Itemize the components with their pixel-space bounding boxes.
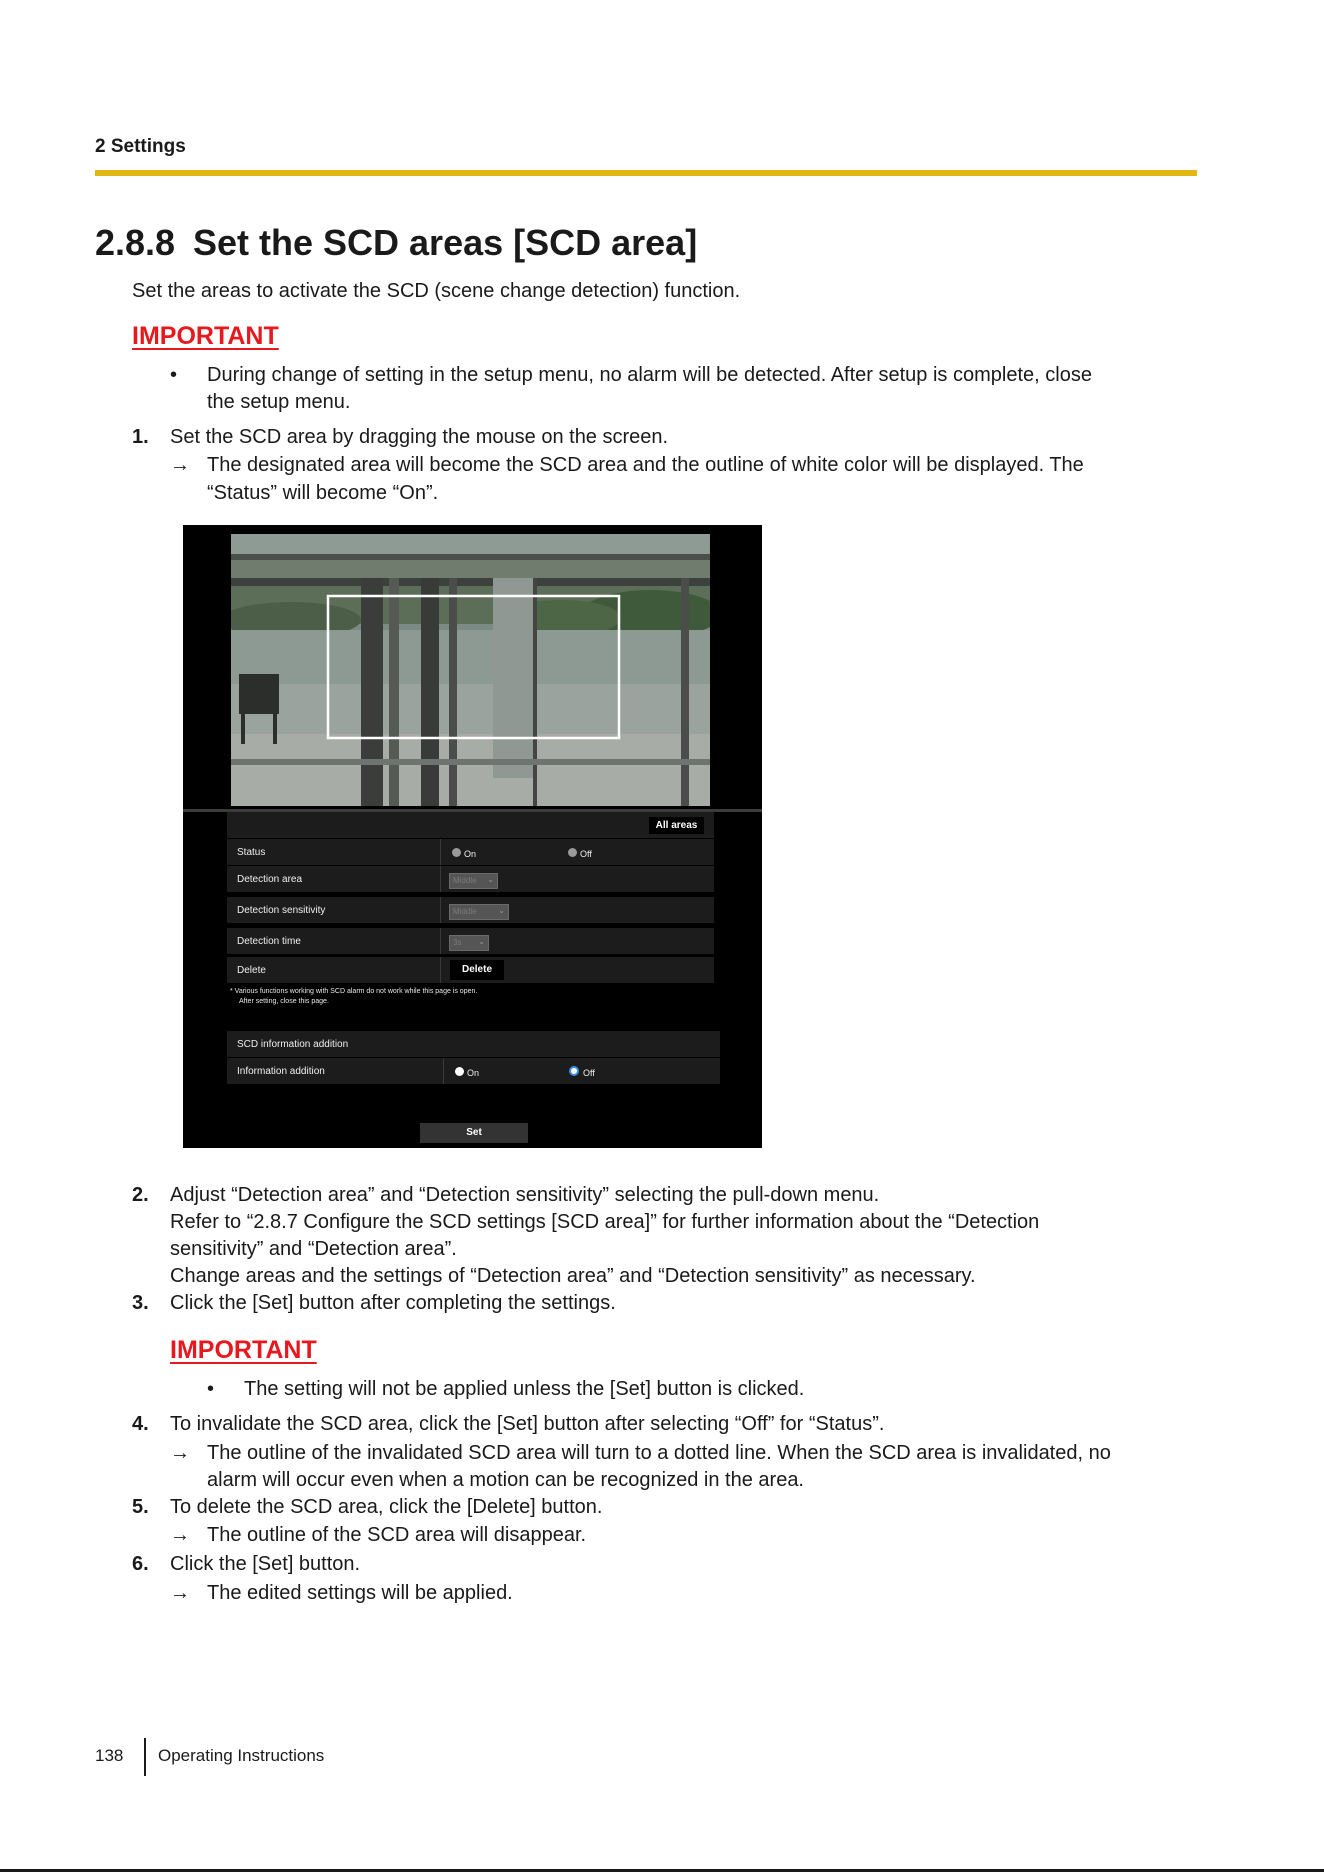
detection-time-value: 3s [453,938,462,947]
bullet-icon: • [207,1378,215,1400]
intro-text: Set the areas to activate the SCD (scene change detection) function. [132,280,741,302]
detection-time-label: Detection time [237,936,301,947]
step-3 [132,1290,1202,1317]
step-5 [132,1494,1202,1521]
info-off-radio[interactable] [569,1066,579,1076]
step-6 [132,1551,1202,1578]
important-bullet [207,1376,1197,1403]
delete-row [227,957,714,983]
info-on-label: On [467,1068,480,1078]
step-4 [132,1411,1202,1438]
chevron-down-icon: ⌄ [498,906,505,915]
page-note-line1: * Various functions working with SCD alarm do not work while this page is open. [230,988,478,995]
column-divider [440,897,441,923]
detection-area-label: Detection area [237,874,303,885]
detection-time-row [227,928,714,954]
page-note-line2: After setting, close this page. [239,998,329,1005]
column-divider [440,957,441,983]
info-on-radio[interactable] [455,1067,464,1076]
all-areas-row [227,812,714,838]
column-divider [440,928,441,954]
result-line2: “Status” will become “On”. [207,482,439,504]
section-label: 2 Settings [95,136,186,157]
info-section-label: SCD information addition [237,1039,349,1050]
step-4-text: To invalidate the SCD area, click the [Set] button after selecting “Off” for “Status”. [170,1413,885,1435]
result-text: The outline of the SCD area will disappear. [207,1524,587,1546]
status-label: Status [237,847,266,858]
step-1-result [170,452,1200,508]
heading-title: Set the SCD areas [SCD area] [193,222,698,263]
info-section-row [227,1031,720,1057]
detection-time-select[interactable] [449,935,489,951]
info-addition-label: Information addition [237,1066,325,1077]
step-6-result [170,1580,1200,1607]
detection-area-row [227,866,714,892]
step-5-result [170,1522,1200,1549]
all-areas-button[interactable]: All areas [649,817,704,834]
step-1 [132,424,1202,451]
status-on-radio[interactable] [452,848,461,857]
set-button[interactable]: Set [420,1123,528,1143]
column-divider [440,866,441,892]
info-off-label: Off [583,1068,595,1078]
step-text: Set the SCD area by dragging the mouse on the screen. [170,426,669,448]
important-heading: IMPORTANT [132,322,279,350]
delete-button[interactable]: Delete [450,960,504,980]
column-divider [440,839,441,865]
arrow-icon: → [170,454,190,476]
column-divider [443,1058,444,1084]
info-addition-row [227,1058,720,1084]
step-2 [132,1182,1202,1290]
status-on-label: On [464,849,477,859]
step-5-text: To delete the SCD area, click the [Delete] button. [170,1496,603,1518]
step-number: 6. [132,1553,149,1575]
step-6-text: Click the [Set] button. [170,1553,361,1575]
step-number: 1. [132,426,149,448]
footer-divider [144,1738,146,1776]
detection-area-value: Middle [453,876,477,885]
detection-sensitivity-value: Middle [453,907,477,916]
status-off-radio[interactable] [568,848,577,857]
bullet-icon: • [170,364,178,386]
header-rule [95,170,1197,176]
important-bullet [170,362,1200,418]
status-off-label: Off [580,849,592,859]
result-line1: The outline of the invalidated SCD area will turn to a dotted line. When the SCD area is invalidated, no [207,1442,1111,1464]
step-number: 2. [132,1184,149,1206]
document-title: Operating Instructions [158,1746,325,1765]
settings-table [227,812,714,1047]
arrow-icon: → [170,1582,190,1604]
step-number: 3. [132,1292,149,1314]
step-number: 4. [132,1413,149,1435]
camera-image [231,534,710,806]
important-heading: IMPORTANT [170,1336,317,1364]
step-3-text: Click the [Set] button after completing the settings. [170,1292,616,1314]
detection-sensitivity-row [227,897,714,923]
page-number: 138 [95,1746,124,1765]
bullet-text: The setting will not be applied unless the [Set] button is clicked. [244,1378,805,1400]
delete-label: Delete [237,965,266,976]
bullet-line2: the setup menu. [207,391,351,413]
step-2-line4: Change areas and the settings of “Detection area” and “Detection sensitivity” as necessary. [170,1265,976,1287]
scd-setup-screenshot [183,525,762,1148]
result-text: The edited settings will be applied. [207,1582,513,1604]
step-4-result [170,1440,1200,1496]
detection-sensitivity-select[interactable] [449,904,509,920]
status-row [227,839,714,865]
step-2-line3: sensitivity” and “Detection area”. [170,1238,457,1260]
result-line2: alarm will occur even when a motion can be recognized in the area. [207,1469,804,1491]
detection-sensitivity-label: Detection sensitivity [237,905,326,916]
step-2-line1: Adjust “Detection area” and “Detection sensitivity” selecting the pull-down menu. [170,1184,880,1206]
arrow-icon: → [170,1442,190,1464]
chevron-down-icon: ⌄ [478,937,485,946]
step-number: 5. [132,1496,149,1518]
detection-area-select[interactable] [449,873,498,889]
step-2-line2: Refer to “2.8.7 Configure the SCD settings [SCD area]” for further information about the “Detection [170,1211,1040,1233]
arrow-icon: → [170,1524,190,1546]
heading-number: 2.8.8 [95,222,176,263]
bullet-line1: During change of setting in the setup menu, no alarm will be detected. After setup is complete, close [207,364,1092,386]
page-title [95,222,697,264]
chevron-down-icon: ⌄ [487,875,494,884]
result-line1: The designated area will become the SCD area and the outline of white color will be displayed. The [207,454,1084,476]
